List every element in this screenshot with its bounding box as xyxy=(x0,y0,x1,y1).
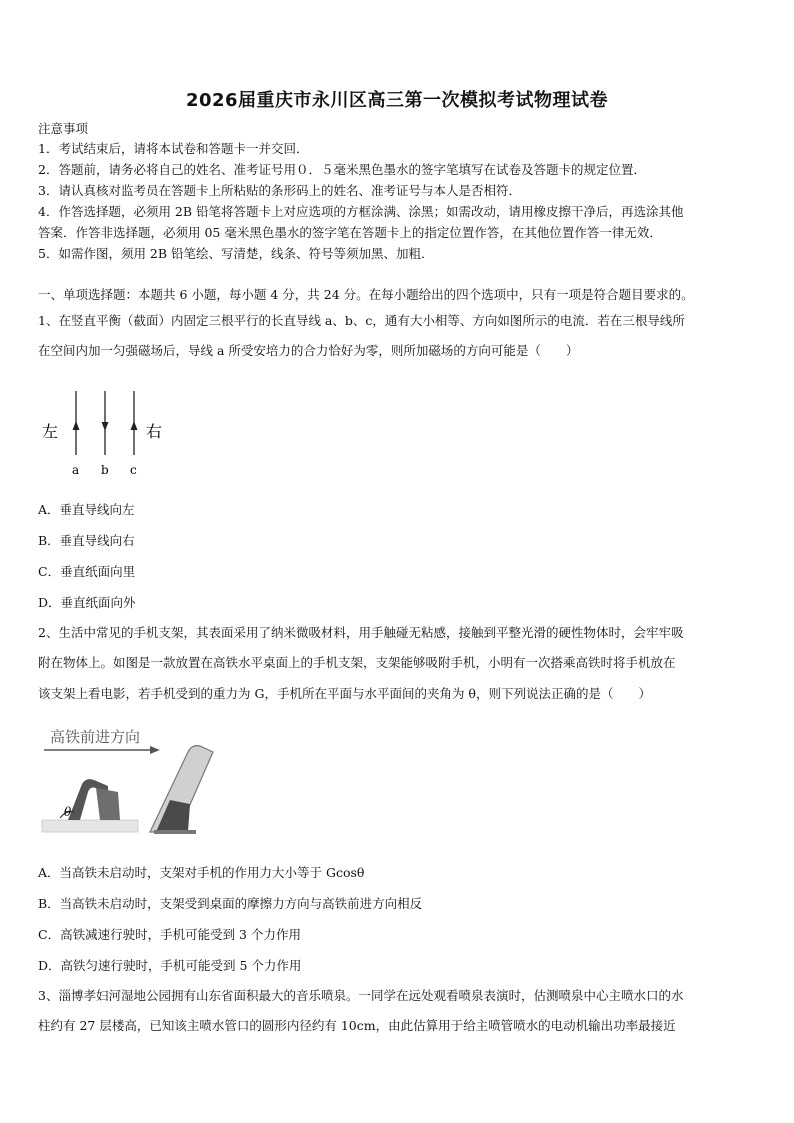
q2-option-a: A．当高铁未启动时，支架对手机的作用力大小等于 Gcosθ xyxy=(38,865,365,880)
question-3-text: 柱约有 27 层楼高，已知该主喷水管口的圆形内径约有 10cm，由此估算用于给主喷管喷水的电动机输出功率最接近 xyxy=(38,1018,676,1033)
angle-label: θ xyxy=(64,805,72,819)
phone-holder-figure xyxy=(38,722,223,847)
question-1-text: 在空间内加一匀强磁场后，导线 a 所受安培力的合力恰好为零，则所加磁场的方向可能是（ ） xyxy=(38,343,579,358)
wires-figure xyxy=(38,385,178,485)
holder-base xyxy=(154,830,196,834)
page-title: 2026届重庆市永川区高三第一次模拟考试物理试卷 xyxy=(185,90,609,111)
question-2-text: 附在物体上。如图是一款放置在高铁水平桌面上的手机支架，支架能够吸附手机，小明有一次搭乘高铁时将手机放在 xyxy=(38,655,676,670)
question-3-text: 3、淄博孝妇河湿地公园拥有山东省面积最大的音乐喷泉。一同学在远处观看喷泉表演时，估测喷泉中心主喷水口的水 xyxy=(38,988,684,1003)
notice-item: 答案．作答非选择题，必须用 05 毫米黑色墨水的签字笔在答题卡上的指定位置作答，在其他位置作答一律无效． xyxy=(38,225,662,240)
right-label: 右 xyxy=(146,422,163,441)
arrow-up-icon xyxy=(131,421,138,430)
left-label: 左 xyxy=(42,422,59,441)
holder-base xyxy=(96,788,120,820)
notice-item: 2．答题前，请务必将自己的姓名、准考证号用０．５毫米黑色墨水的签字笔填写在试卷及答题卡的规定位置． xyxy=(38,162,646,177)
q2-option-b: B．当高铁未启动时，支架受到桌面的摩擦力方向与高铁前进方向相反 xyxy=(38,896,423,911)
question-2-text: 该支架上看电影，若手机受到的重力为 G，手机所在平面与水平面间的夹角为 θ，则下列说法正确的是（ ） xyxy=(38,686,651,701)
wire-label-c: c xyxy=(130,463,137,477)
table-surface xyxy=(42,820,138,832)
notice-item: 1．考试结束后，请将本试卷和答题卡一并交回． xyxy=(38,141,309,156)
q2-option-d: D．高铁匀速行驶时，手机可能受到 5 个力作用 xyxy=(38,958,302,973)
section-heading: 一、单项选择题：本题共 6 小题，每小题 4 分，共 24 分。在每小题给出的四个选项中，只有一项是符合题目要求的。 xyxy=(38,287,694,302)
q1-option-a: A．垂直导线向左 xyxy=(38,502,135,517)
question-1-text: 1、在竖直平衡（截面）内固定三根平行的长直导线 a、b、c，通有大小相等、方向如图所示的电流．若在三根导线所 xyxy=(38,313,685,328)
wire-label-a: a xyxy=(72,463,80,477)
notice-item: 5．如需作图，须用 2B 铅笔绘、写清楚，线条、符号等须加黑、加粗． xyxy=(38,246,434,261)
arrow-down-icon xyxy=(102,422,109,431)
arrow-up-icon xyxy=(73,421,80,430)
notice-item: 3．请认真核对监考员在答题卡上所粘贴的条形码上的姓名、准考证号与本人是否相符． xyxy=(38,183,521,198)
wire-label-b: b xyxy=(101,463,109,477)
q2-option-c: C．高铁减速行驶时，手机可能受到 3 个力作用 xyxy=(38,927,301,942)
q1-option-d: D．垂直纸面向外 xyxy=(38,595,136,610)
q1-option-b: B．垂直导线向右 xyxy=(38,533,135,548)
notice-heading: 注意事项 xyxy=(38,121,89,136)
q1-option-c: C．垂直纸面向里 xyxy=(38,564,136,579)
arrow-right-icon xyxy=(150,746,160,754)
notice-item: 4．作答选择题，必须用 2B 铅笔将答题卡上对应选项的方框涂满、涂黑；如需改动，请用橡皮擦干净后，再选涂其他 xyxy=(38,204,684,219)
question-2-text: 2、生活中常见的手机支架，其表面采用了纳米微吸材料，用手触碰无粘感，接触到平整光滑的硬性物体时，会牢牢吸 xyxy=(38,625,684,640)
direction-caption: 高铁前进方向 xyxy=(50,728,141,746)
